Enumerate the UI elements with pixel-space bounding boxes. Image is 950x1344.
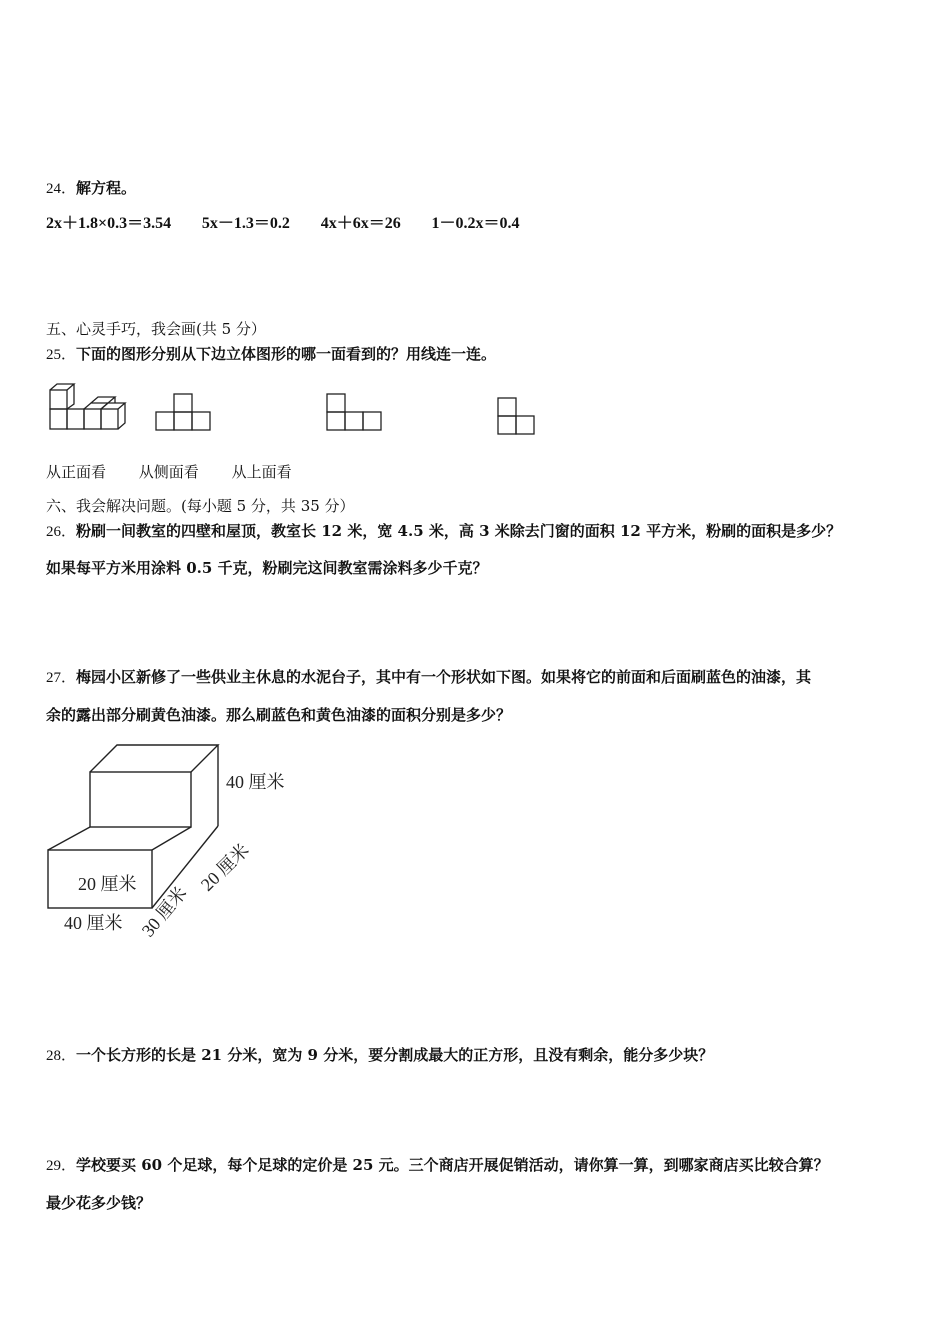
q24-number: 24． — [46, 181, 77, 197]
equation-1: 2x＋1.8×0.3＝3.54 — [46, 215, 172, 232]
section5-heading: 五、心灵手巧，我会画(共 5 分） — [46, 320, 266, 338]
q28-number: 28． — [46, 1048, 77, 1064]
view-shape-2 — [327, 394, 381, 430]
q25-number: 25． — [46, 347, 77, 363]
q26-line1 — [46, 520, 841, 541]
view-shape-1 — [156, 394, 210, 430]
q28-text: 一个长方形的长是 21 分米，宽为 9 分米，要分割成最大的正方形，且没有剩余，能分多少块？ — [76, 1046, 714, 1064]
q28-line — [46, 1044, 713, 1065]
label-front-height: 20 厘米 — [78, 874, 137, 894]
q29-line1 — [46, 1154, 829, 1175]
q25-figures — [40, 372, 560, 444]
section6-heading: 六、我会解决问题。(每小题 5 分，共 35 分） — [46, 497, 355, 515]
q24-title: 解方程。 — [76, 179, 137, 197]
q27-line1 — [46, 666, 811, 687]
q26-number: 26． — [46, 524, 77, 540]
q25-view-labels — [46, 461, 320, 482]
q29-number: 29． — [46, 1158, 77, 1174]
q24-header — [46, 177, 136, 198]
q27-text-1: 梅园小区新修了一些供业主休息的水泥台子，其中有一个形状如下图。如果将它的前面和后面刷蓝色的油漆，其 — [76, 668, 812, 686]
equation-2: 5x－1.3＝0.2 — [201, 215, 290, 232]
equation-3: 4x＋6x＝26 — [320, 215, 401, 232]
solid-figure — [50, 384, 125, 429]
q29-text-1: 学校要买 60 个足球，每个足球的定价是 25 元。三个商店开展促销活动，请你算一算，到哪家商店买比较合算？ — [76, 1156, 829, 1174]
label-front-width: 40 厘米 — [64, 913, 123, 933]
equation-4: 1－0.2x＝0.4 — [431, 215, 520, 232]
q24-equations — [46, 210, 546, 233]
q26-text-2: 如果每平方米用涂料 0.5 千克，粉刷完这间教室需涂料多少千克？ — [46, 559, 488, 577]
view-label-front: 从正面看 — [46, 463, 107, 481]
q27-figure — [40, 742, 300, 942]
view-label-top: 从上面看 — [231, 463, 292, 481]
label-top-height: 40 厘米 — [226, 772, 285, 792]
view-label-side: 从侧面看 — [138, 463, 199, 481]
q25-text: 下面的图形分别从下边立体图形的哪一面看到的？用线连一连。 — [76, 345, 497, 363]
q26-text-1: 粉刷一间教室的四壁和屋顶，教室长 12 米，宽 4.5 米，高 3 米除去门窗的面积 12 平方米，粉刷的面积是多少？ — [76, 522, 842, 540]
q27-text-2: 余的露出部分刷黄色油漆。那么刷蓝色和黄色油漆的面积分别是多少？ — [46, 706, 512, 724]
q27-number: 27． — [46, 670, 77, 686]
q29-text-2: 最少花多少钱？ — [46, 1194, 152, 1212]
label-depth-upper: 20 厘米 — [196, 839, 253, 895]
view-shape-3 — [498, 398, 534, 434]
label-depth-lower: 30 厘米 — [137, 882, 191, 941]
q25-header — [46, 343, 496, 364]
